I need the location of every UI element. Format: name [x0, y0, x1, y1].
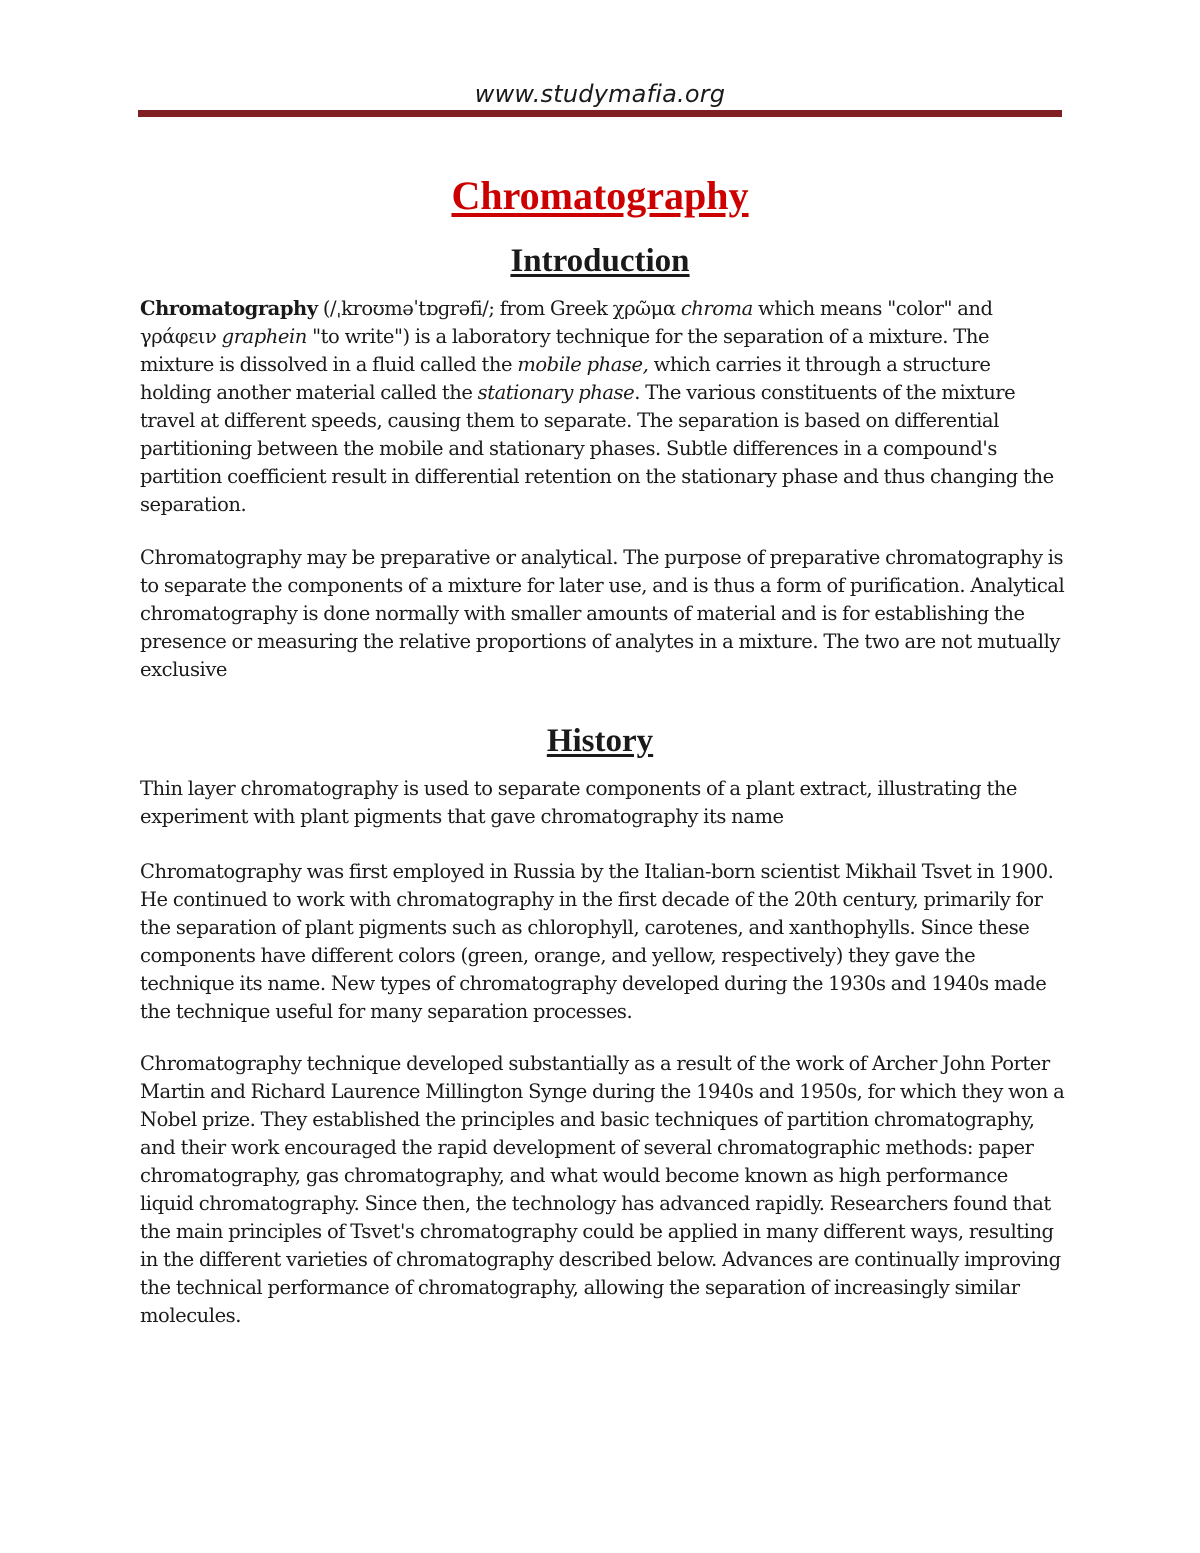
- history-paragraph-2: Chromatography was first employed in Russia by the Italian-born scientist Mikhail Tsvet in 1900. He continued to work with chromatography in the first decade of the 20th century, primarily for the separation of plant pigments such as chlorophyll, carotenes, and xanthophylls. Since these components have different colors (green, orange, and yellow, respectively) they gave the technique its name. New types of chromatography developed during the 1930s and 1940s made the technique useful for many separation processes.: [140, 860, 1054, 1023]
- greek-chroma: χρῶμα: [612, 297, 676, 320]
- intro-text-after-graphein: "to write") is a laboratory technique for the separation of a mixture. The mixture is dissolved in a fluid called the: [140, 325, 990, 376]
- intro-text-rest: . The various constituents of the mixture travel at different speeds, causing them to separate. The separation is based on differential partitioning between the mobile and stationary phases. Subtle differences in a compound's partition coefficient result in differential retention on the stationary phase and thus changing the separation.: [140, 381, 1054, 516]
- introduction-heading: Introduction: [510, 243, 690, 279]
- header-url: www.studymafia.org: [474, 80, 726, 108]
- intro-text-after-mobile: which carries it through a structure holding another material called the: [140, 353, 991, 404]
- greek-graphein: γράφειν: [140, 325, 217, 348]
- gloss-chroma: chroma: [680, 297, 753, 320]
- gloss-graphein: graphein: [221, 325, 307, 348]
- term-mobile-phase: mobile phase,: [517, 353, 649, 376]
- term-stationary-phase: stationary phase: [477, 381, 635, 404]
- introduction-paragraph-1: [140, 295, 1065, 519]
- history-heading: History: [546, 723, 654, 759]
- gloss-chroma-meaning: which means "color" and: [752, 297, 993, 320]
- history-paragraph-1: Thin layer chromatography is used to separate components of a plant extract, illustrating the experiment with plant pigments that gave chromatography its name: [140, 777, 1018, 828]
- header-divider: [138, 110, 1062, 117]
- introduction-paragraph-2: Chromatography may be preparative or analytical. The purpose of preparative chromatography is to separate the components of a mixture for later use, and is thus a form of purification. Analytical chromatography is done normally with smaller amounts of material and is for establishing the presence or measuring the relative proportions of analytes in a mixture. The two are not mutually exclusive: [140, 546, 1065, 681]
- pronunciation-text: (/ˌkroʊməˈtɒɡrəfi/; from Greek: [317, 297, 613, 320]
- history-paragraph-3: Chromatography technique developed substantially as a result of the work of Archer John Porter Martin and Richard Laurence Millington Synge during the 1940s and 1950s, for which they won a Nobel prize. They established the principles and basic techniques of partition chromatography, and their work encouraged the rapid development of several chromatographic methods: paper chromatography, gas chromatography, and what would become known as high performance liquid chromatography. Since then, the technology has advanced rapidly. Researchers found that the main principles of Tsvet's chromatography could be applied in many different ways, resulting in the different varieties of chromatography described below. Advances are continually improving the technical performance of chromatography, allowing the separation of increasingly similar molecules.: [140, 1052, 1065, 1327]
- document-title: Chromatography: [451, 173, 749, 218]
- term-chromatography: Chromatography: [140, 297, 318, 320]
